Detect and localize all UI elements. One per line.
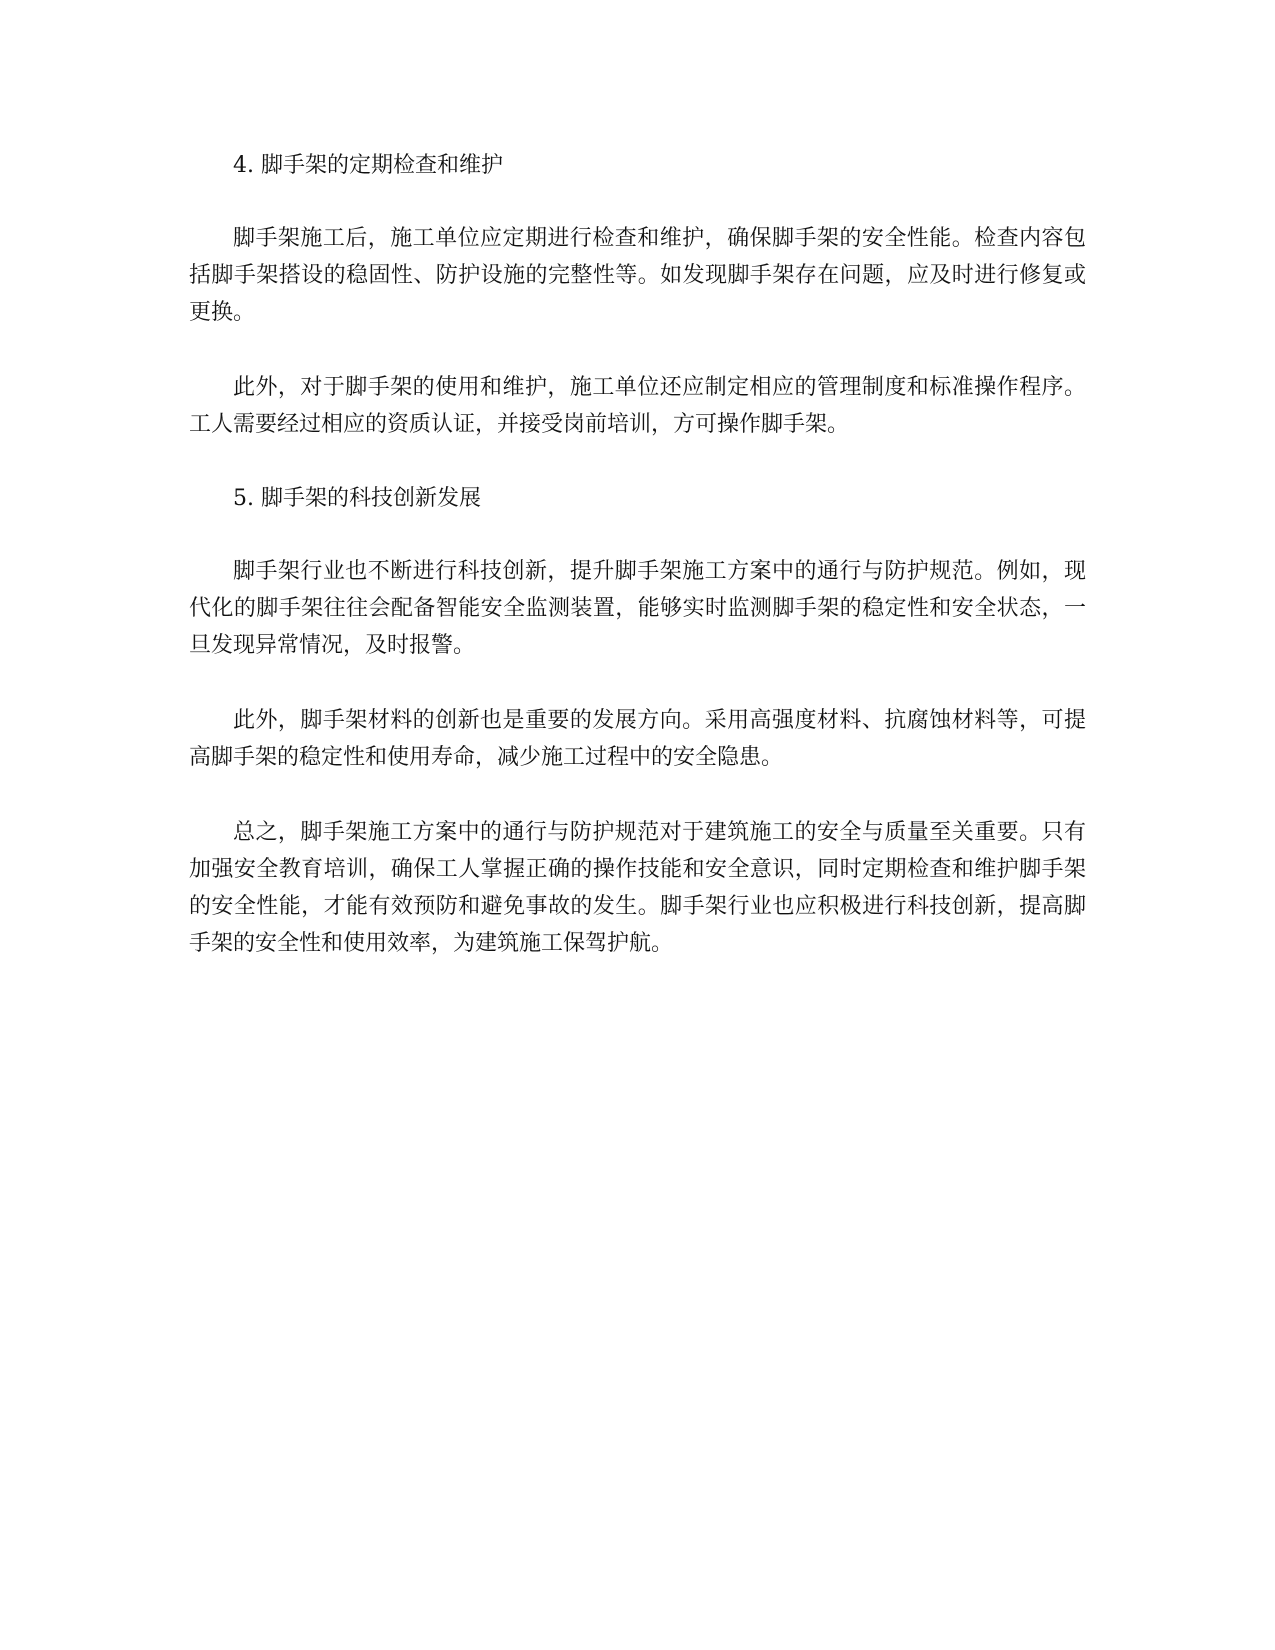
paragraph-material-innovation: 此外，脚手架材料的创新也是重要的发展方向。采用高强度材料、抗腐蚀材料等，可提高脚手架的稳定性和使用寿命，减少施工过程中的安全隐患。 — [189, 708, 1086, 770]
section-heading-maintenance: 4. 脚手架的定期检查和维护 — [233, 153, 503, 178]
document-body — [189, 148, 1086, 962]
paragraph-maintenance-inspection: 脚手架施工后，施工单位应定期进行检查和维护，确保脚手架的安全性能。检查内容包括脚手架搭设的稳固性、防护设施的完整性等。如发现脚手架存在问题，应及时进行修复或更换。 — [189, 226, 1086, 325]
section-heading-innovation: 5. 脚手架的科技创新发展 — [233, 486, 481, 511]
paragraph-management-system: 此外，对于脚手架的使用和维护，施工单位还应制定相应的管理制度和标准操作程序。工人需要经过相应的资质认证，并接受岗前培训，方可操作脚手架。 — [189, 375, 1086, 437]
paragraph-smart-monitoring: 脚手架行业也不断进行科技创新，提升脚手架施工方案中的通行与防护规范。例如，现代化的脚手架往往会配备智能安全监测装置，能够实时监测脚手架的稳定性和安全状态，一旦发现异常情况，及时报警。 — [189, 559, 1086, 658]
paragraph-conclusion: 总之，脚手架施工方案中的通行与防护规范对于建筑施工的安全与质量至关重要。只有加强安全教育培训，确保工人掌握正确的操作技能和安全意识，同时定期检查和维护脚手架的安全性能，才能有效预防和避免事故的发生。脚手架行业也应积极进行科技创新，提高脚手架的安全性和使用效率，为建筑施工保驾护航。 — [189, 820, 1086, 956]
